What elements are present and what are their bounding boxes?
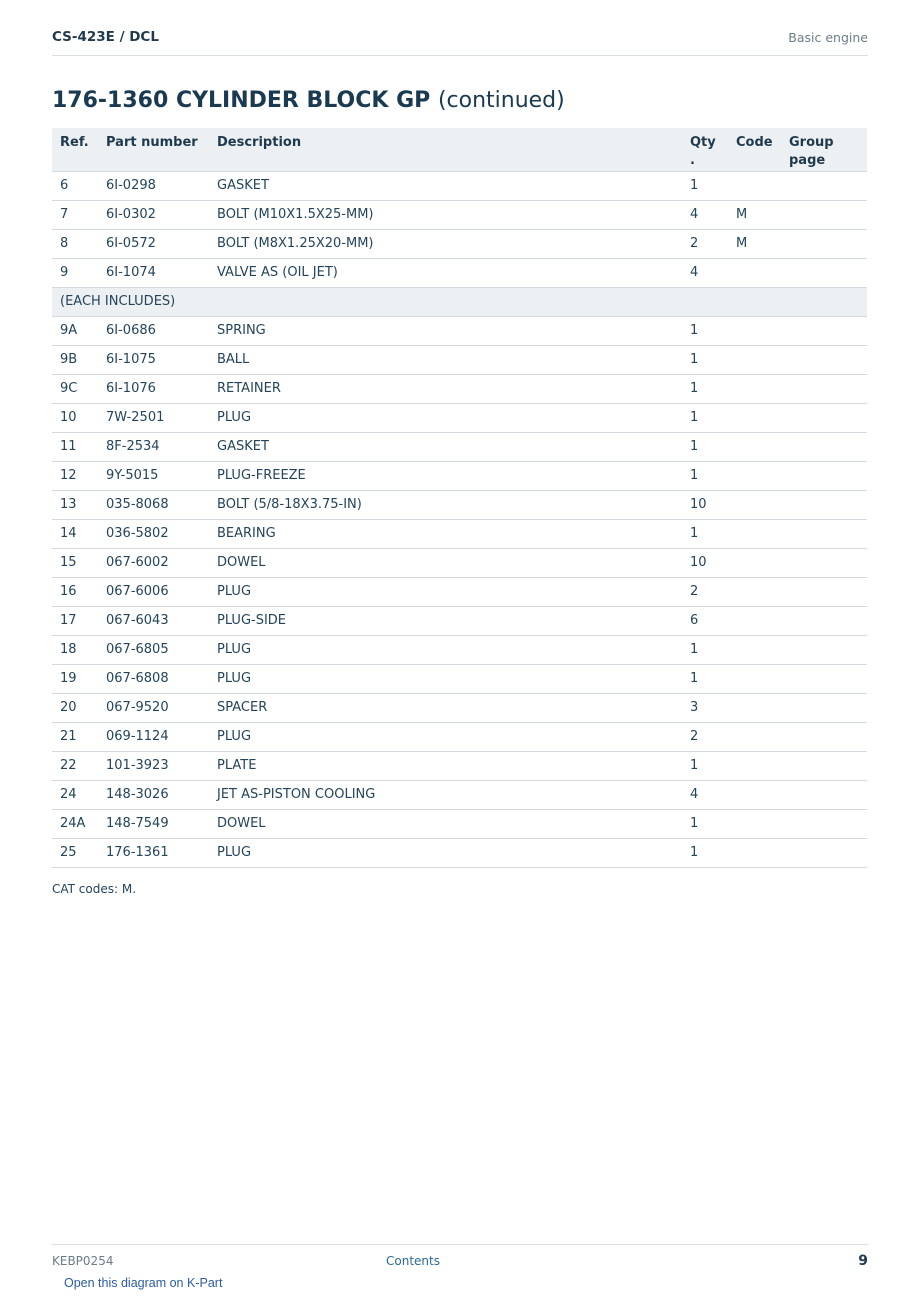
qty-cell: 1 <box>682 635 728 664</box>
ref-cell: 10 <box>52 403 98 432</box>
group-page-cell <box>781 693 867 722</box>
qty-cell: 3 <box>682 693 728 722</box>
part-number-cell: 8F-2534 <box>98 432 209 461</box>
part-number-cell: 6I-0302 <box>98 200 209 229</box>
description-cell: DOWEL <box>209 809 682 838</box>
ref-cell: 19 <box>52 664 98 693</box>
table-row <box>52 548 867 577</box>
description-cell: GASKET <box>209 171 682 200</box>
code-cell <box>728 664 781 693</box>
table-header-row <box>52 128 867 171</box>
col-header-description: Description <box>209 128 682 171</box>
col-header-part-number: Part number <box>98 128 209 171</box>
contents-link[interactable]: Contents <box>386 1254 440 1268</box>
qty-cell: 10 <box>682 548 728 577</box>
ref-cell: 17 <box>52 606 98 635</box>
code-cell <box>728 519 781 548</box>
group-page-cell <box>781 838 867 867</box>
part-number-cell: 067-9520 <box>98 693 209 722</box>
code-cell <box>728 722 781 751</box>
description-cell: PLUG <box>209 635 682 664</box>
table-row <box>52 780 867 809</box>
part-number-cell: 101-3923 <box>98 751 209 780</box>
part-number-cell: 6I-1074 <box>98 258 209 287</box>
section-row <box>52 287 867 316</box>
part-number-cell: 067-6006 <box>98 577 209 606</box>
ref-cell: 9B <box>52 345 98 374</box>
code-cell <box>728 432 781 461</box>
table-row <box>52 432 867 461</box>
description-cell: PLUG <box>209 664 682 693</box>
col-header-ref: Ref. <box>52 128 98 171</box>
ref-cell: 9 <box>52 258 98 287</box>
part-number-cell: 148-3026 <box>98 780 209 809</box>
table-row <box>52 374 867 403</box>
ref-cell: 15 <box>52 548 98 577</box>
code-cell <box>728 171 781 200</box>
code-cell <box>728 577 781 606</box>
part-number-cell: 035-8068 <box>98 490 209 519</box>
col-header-code: Code <box>728 128 781 171</box>
description-cell: PLUG-FREEZE <box>209 461 682 490</box>
description-cell: SPACER <box>209 693 682 722</box>
group-page-cell <box>781 229 867 258</box>
title-suffix: (continued) <box>437 88 565 113</box>
part-number-cell: 069-1124 <box>98 722 209 751</box>
group-page-cell <box>781 316 867 345</box>
description-cell: BALL <box>209 345 682 374</box>
qty-cell: 1 <box>682 171 728 200</box>
page-footer <box>52 1244 868 1275</box>
table-row <box>52 258 867 287</box>
qty-cell: 1 <box>682 519 728 548</box>
qty-cell: 1 <box>682 838 728 867</box>
qty-cell: 1 <box>682 345 728 374</box>
qty-cell: 2 <box>682 577 728 606</box>
qty-cell: 1 <box>682 403 728 432</box>
code-cell <box>728 809 781 838</box>
group-page-cell <box>781 780 867 809</box>
part-number-cell: 067-6805 <box>98 635 209 664</box>
group-page-cell <box>781 461 867 490</box>
qty-cell: 1 <box>682 432 728 461</box>
group-page-cell <box>781 606 867 635</box>
ref-cell: 21 <box>52 722 98 751</box>
ref-cell: 9A <box>52 316 98 345</box>
code-cell: M <box>728 200 781 229</box>
ref-cell: 6 <box>52 171 98 200</box>
code-cell <box>728 693 781 722</box>
table-row <box>52 345 867 374</box>
part-number-cell: 067-6002 <box>98 548 209 577</box>
qty-cell: 4 <box>682 200 728 229</box>
description-cell: PLUG <box>209 838 682 867</box>
qty-cell: 1 <box>682 751 728 780</box>
table-row <box>52 403 867 432</box>
qty-cell: 2 <box>682 229 728 258</box>
group-page-cell <box>781 635 867 664</box>
parts-table <box>52 128 867 868</box>
title-main: 176-1360 CYLINDER BLOCK GP <box>52 88 431 113</box>
group-page-cell <box>781 200 867 229</box>
table-row <box>52 722 867 751</box>
table-row <box>52 664 867 693</box>
code-cell <box>728 316 781 345</box>
group-page-cell <box>781 519 867 548</box>
description-cell: BOLT (5/8-18X3.75-IN) <box>209 490 682 519</box>
ref-cell: 16 <box>52 577 98 606</box>
code-cell <box>728 635 781 664</box>
code-cell <box>728 461 781 490</box>
page-title <box>52 88 565 113</box>
group-page-cell <box>781 577 867 606</box>
description-cell: SPRING <box>209 316 682 345</box>
part-number-cell: 067-6808 <box>98 664 209 693</box>
part-number-cell: 067-6043 <box>98 606 209 635</box>
ref-cell: 11 <box>52 432 98 461</box>
ref-cell: 22 <box>52 751 98 780</box>
description-cell: BOLT (M8X1.25X20-MM) <box>209 229 682 258</box>
page-header <box>52 26 868 56</box>
group-page-cell <box>781 548 867 577</box>
description-cell: DOWEL <box>209 548 682 577</box>
description-cell: GASKET <box>209 432 682 461</box>
ref-cell: 14 <box>52 519 98 548</box>
table-row <box>52 751 867 780</box>
page-number: 9 <box>858 1253 868 1269</box>
group-page-cell <box>781 722 867 751</box>
description-cell: PLATE <box>209 751 682 780</box>
description-cell: BOLT (M10X1.5X25-MM) <box>209 200 682 229</box>
table-row <box>52 838 867 867</box>
table-row <box>52 635 867 664</box>
kpart-diagram-link[interactable]: Open this diagram on K-Part <box>64 1276 223 1290</box>
parts-table-body <box>52 171 867 867</box>
part-number-cell: 6I-1075 <box>98 345 209 374</box>
ref-cell: 9C <box>52 374 98 403</box>
table-row <box>52 606 867 635</box>
qty-cell: 2 <box>682 722 728 751</box>
group-page-cell <box>781 403 867 432</box>
group-page-cell <box>781 751 867 780</box>
group-page-cell <box>781 258 867 287</box>
code-cell <box>728 838 781 867</box>
description-cell: PLUG <box>209 577 682 606</box>
col-header-group-page: Group page <box>781 128 867 171</box>
code-cell <box>728 751 781 780</box>
part-number-cell: 176-1361 <box>98 838 209 867</box>
col-header-qty: Qty . <box>682 128 728 171</box>
ref-cell: 8 <box>52 229 98 258</box>
part-number-cell: 6I-0298 <box>98 171 209 200</box>
table-row <box>52 461 867 490</box>
part-number-cell: 6I-0572 <box>98 229 209 258</box>
description-cell: JET AS-PISTON COOLING <box>209 780 682 809</box>
part-number-cell: 7W-2501 <box>98 403 209 432</box>
table-row <box>52 490 867 519</box>
ref-cell: 24 <box>52 780 98 809</box>
ref-cell: 18 <box>52 635 98 664</box>
group-page-cell <box>781 432 867 461</box>
code-cell <box>728 345 781 374</box>
table-row <box>52 577 867 606</box>
part-number-cell: 6I-1076 <box>98 374 209 403</box>
code-cell <box>728 606 781 635</box>
description-cell: RETAINER <box>209 374 682 403</box>
qty-cell: 1 <box>682 461 728 490</box>
code-cell <box>728 490 781 519</box>
code-cell: M <box>728 229 781 258</box>
part-number-cell: 148-7549 <box>98 809 209 838</box>
table-row <box>52 316 867 345</box>
section-label-cell: (EACH INCLUDES) <box>52 287 867 316</box>
qty-cell: 1 <box>682 374 728 403</box>
ref-cell: 24A <box>52 809 98 838</box>
part-number-cell: 036-5802 <box>98 519 209 548</box>
description-cell: VALVE AS (OIL JET) <box>209 258 682 287</box>
qty-cell: 1 <box>682 809 728 838</box>
ref-cell: 20 <box>52 693 98 722</box>
code-cell <box>728 548 781 577</box>
qty-cell: 10 <box>682 490 728 519</box>
description-cell: PLUG-SIDE <box>209 606 682 635</box>
description-cell: PLUG <box>209 722 682 751</box>
part-number-cell: 9Y-5015 <box>98 461 209 490</box>
table-row <box>52 809 867 838</box>
group-page-cell <box>781 374 867 403</box>
group-page-cell <box>781 171 867 200</box>
cat-codes-note: CAT codes: M. <box>52 882 137 896</box>
ref-cell: 7 <box>52 200 98 229</box>
code-cell <box>728 403 781 432</box>
qty-cell: 1 <box>682 316 728 345</box>
section-label: Basic engine <box>788 30 868 45</box>
ref-cell: 13 <box>52 490 98 519</box>
qty-cell: 1 <box>682 664 728 693</box>
qty-cell: 4 <box>682 780 728 809</box>
group-page-cell <box>781 809 867 838</box>
part-number-cell: 6I-0686 <box>98 316 209 345</box>
description-cell: BEARING <box>209 519 682 548</box>
qty-cell: 4 <box>682 258 728 287</box>
group-page-cell <box>781 664 867 693</box>
ref-cell: 12 <box>52 461 98 490</box>
description-cell: PLUG <box>209 403 682 432</box>
table-row <box>52 200 867 229</box>
model-label: CS-423E / DCL <box>52 29 159 45</box>
code-cell <box>728 780 781 809</box>
group-page-cell <box>781 490 867 519</box>
document-id: KEBP0254 <box>52 1254 114 1268</box>
code-cell <box>728 374 781 403</box>
group-page-cell <box>781 345 867 374</box>
table-row <box>52 171 867 200</box>
code-cell <box>728 258 781 287</box>
ref-cell: 25 <box>52 838 98 867</box>
table-row <box>52 693 867 722</box>
table-row <box>52 229 867 258</box>
qty-cell: 6 <box>682 606 728 635</box>
table-row <box>52 519 867 548</box>
